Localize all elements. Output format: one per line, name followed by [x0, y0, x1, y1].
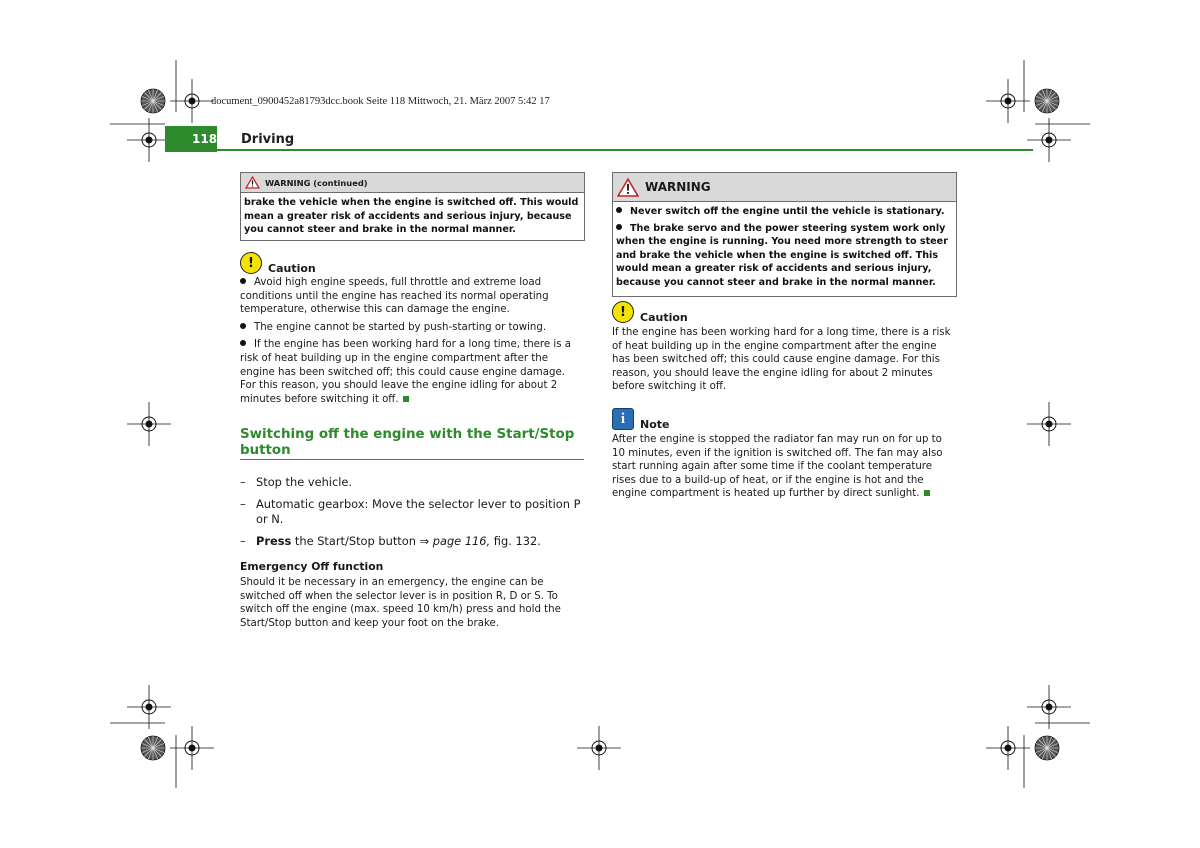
chapter-title: Driving	[241, 132, 295, 147]
caution-title-left: Caution	[268, 261, 316, 275]
warning-body	[613, 202, 956, 296]
caution-body-right: If the engine has been working hard for a long time, there is a risk of heat building up in the engine compartment after the engine has been switched off; this could cause engine damage. For this reason, you should leave the engine idling for about 2 minutes before switching it off.	[612, 327, 951, 393]
list-item: Avoid high engine speeds, full throttle and extreme load conditions until the engine has reached its normal operating temperature, otherwise this can damage the engine.	[240, 277, 549, 316]
caution-heading-left	[240, 252, 316, 274]
bullet-icon	[240, 323, 246, 329]
warning-continued-header	[241, 173, 584, 193]
end-of-section-marker	[403, 396, 409, 402]
step-action-bold: Press	[256, 534, 292, 548]
bullet-icon	[240, 278, 246, 284]
warning-continued-box	[240, 172, 585, 241]
caution-icon: !	[612, 301, 634, 323]
bullet-icon	[240, 340, 246, 346]
header-rule	[165, 149, 1033, 151]
cross-reference-arrow: ⇒	[419, 534, 430, 548]
note-title: Note	[640, 417, 670, 431]
section-rule	[240, 459, 584, 460]
note-heading	[612, 408, 669, 430]
end-of-section-marker	[924, 490, 930, 496]
warning-title: WARNING	[645, 180, 711, 194]
caution-title-right: Caution	[640, 310, 688, 324]
list-item: The engine cannot be started by push-starting or towing.	[240, 321, 584, 335]
warning-box	[612, 172, 957, 297]
caution-icon: !	[240, 252, 262, 274]
caution-list-left	[240, 276, 584, 410]
info-icon: i	[612, 408, 634, 430]
warning-continued-title: WARNING (continued)	[265, 177, 368, 188]
bullet-icon	[616, 224, 622, 230]
caution-heading-right	[612, 301, 688, 323]
warning-triangle-icon	[617, 178, 639, 197]
list-item: The brake servo and the power steering system work only when the engine is running. You need more strength to steer and brake the vehicle when the engine is switched off. This would mean a greater risk of accidents and serious injury, because you cannot steer and brake in the normal manner.	[616, 222, 948, 288]
print-slug-line: document_0900452a81793dcc.book Seite 118 Mittwoch, 21. März 2007 5:42 17	[211, 96, 550, 107]
step-item: – Stop the vehicle.	[240, 475, 353, 489]
page-number: 118	[192, 132, 218, 146]
warning-continued-body: brake the vehicle when the engine is switched off. This would mean a greater risk of accidents and serious injury, because you cannot steer and brake in the normal manner.	[244, 197, 579, 236]
note-body: After the engine is stopped the radiator fan may run on for up to 10 minutes, even if the ignition is switched off. The fan may also start running again after some time if the coolant temperature rises due to a build-up of heat, or if the engine is hot and the engine compartment is heated up further by direct sunlight.	[612, 434, 943, 500]
list-item: Never switch off the engine until the vehicle is stationary.	[616, 205, 953, 219]
step-item: – Press the Start/Stop button ⇒ page 116, fig. 132.	[240, 534, 541, 548]
emergency-off-body: Should it be necessary in an emergency, the engine can be switched off when the selector lever is in position R, D or S. To switch off the engine (max. speed 10 km/h) press and hold the Start/Stop button and keep your foot on the brake.	[240, 577, 561, 629]
bullet-icon	[616, 207, 622, 213]
warning-triangle-icon	[245, 176, 260, 189]
step-item: – Automatic gearbox: Move the selector lever to position P or N.	[240, 497, 581, 526]
warning-header	[613, 173, 956, 202]
section-heading: Switching off the engine with the Start/Stop button	[240, 427, 575, 458]
emergency-off-heading: Emergency Off function	[240, 560, 384, 573]
list-item: If the engine has been working hard for a long time, there is a risk of heat building up in the engine compartment after the engine has been switched off; this could cause engine damage. For this reason, you should leave the engine idling for about 2 minutes before switching it off.	[240, 339, 572, 405]
page-reference-link[interactable]: page 116,	[429, 534, 491, 548]
